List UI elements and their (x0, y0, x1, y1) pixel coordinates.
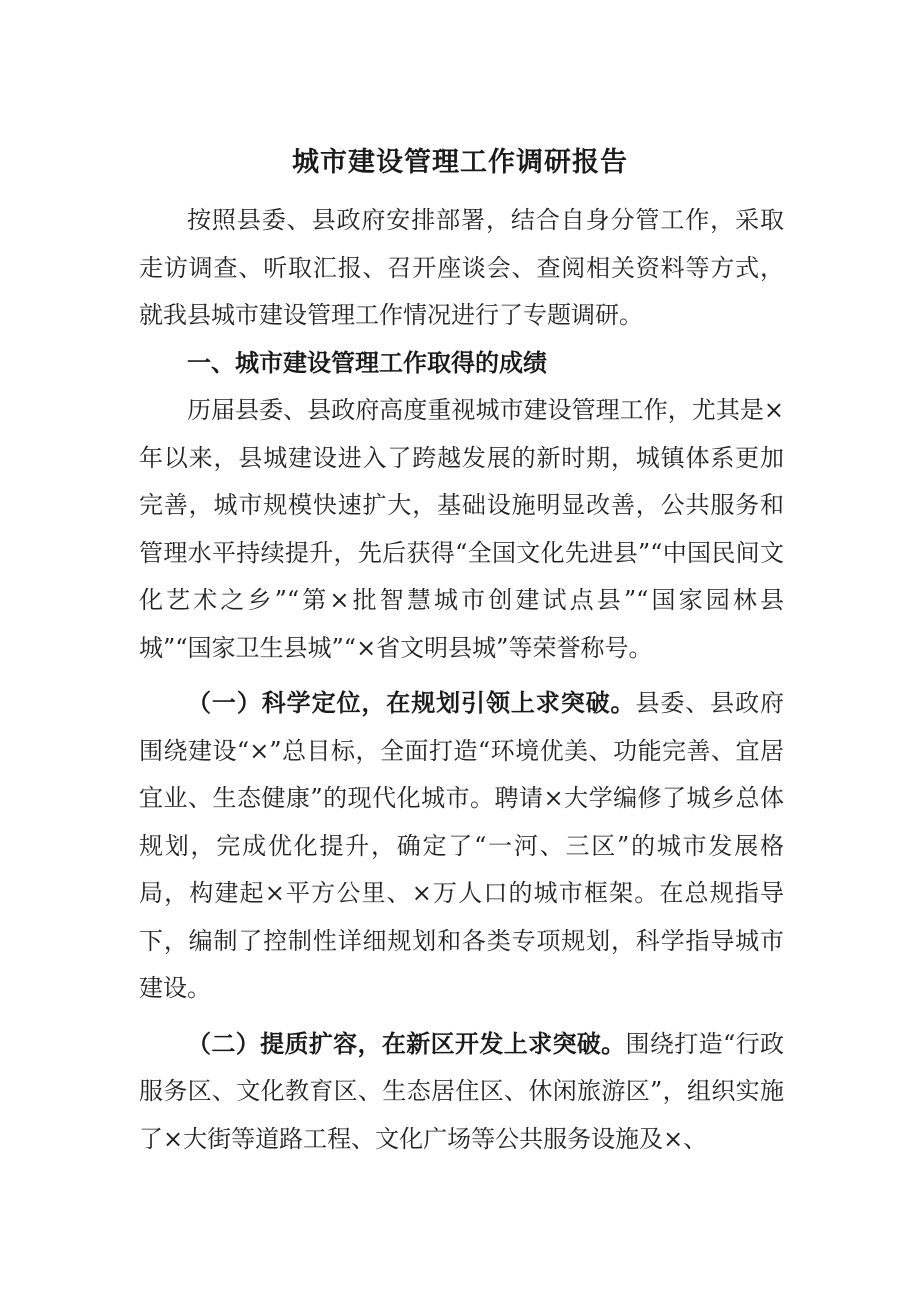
item-2-lead: （二）提质扩容，在新区开发上求突破。 (187, 1029, 626, 1058)
document-body (139, 197, 784, 1163)
item-1-body: 县委、县政府围绕建设“×”总目标，全面打造“环境优美、功能完善、宜居宜业、生态健康”的现代化城市。聘请×大学编修了城乡总体规划，完成优化提升，确定了“一河、三区”的城市发展格局，构建起×平方公里、×万人口的城市框架。在总规指导下，编制了控制性详细规划和各类专项规划，科学指导城市建设。 (139, 689, 785, 1002)
item-1-paragraph (139, 680, 784, 1013)
document-title: 城市建设管理工作调研报告 (292, 147, 628, 178)
section-heading: 一、城市建设管理工作取得的成绩 (187, 348, 547, 377)
item-1-lead: （一）科学定位，在规划引领上求突破。 (187, 689, 636, 717)
intro-paragraph: 按照县委、县政府安排部署，结合自身分管工作，采取走访调查、听取汇报、召开座谈会、查阅相关资料等方式，就我县城市建设管理工作情况进行了专题调研。 (139, 206, 784, 329)
item-2-body: 围绕打造“行政服务区、文化教育区、生态居住区、休闲旅游区”，组织实施了×大街等道路工程、文化广场等公共服务设施及×、 (139, 1029, 784, 1153)
achievements-paragraph: 历届县委、县政府高度重视城市建设管理工作，尤其是×年以来，县城建设进入了跨越发展的新时期，城镇体系更加完善，城市规模快速扩大，基础设施明显改善，公共服务和管理水平持续提升，先后获得“全国文化先进县”“中国民间文化艺术之乡”“第×批智慧城市创建试点县”“国家园林县城”“国家卫生县城”“×省文明县城”等荣誉称号。 (139, 396, 784, 662)
item-2-paragraph (139, 1021, 784, 1164)
